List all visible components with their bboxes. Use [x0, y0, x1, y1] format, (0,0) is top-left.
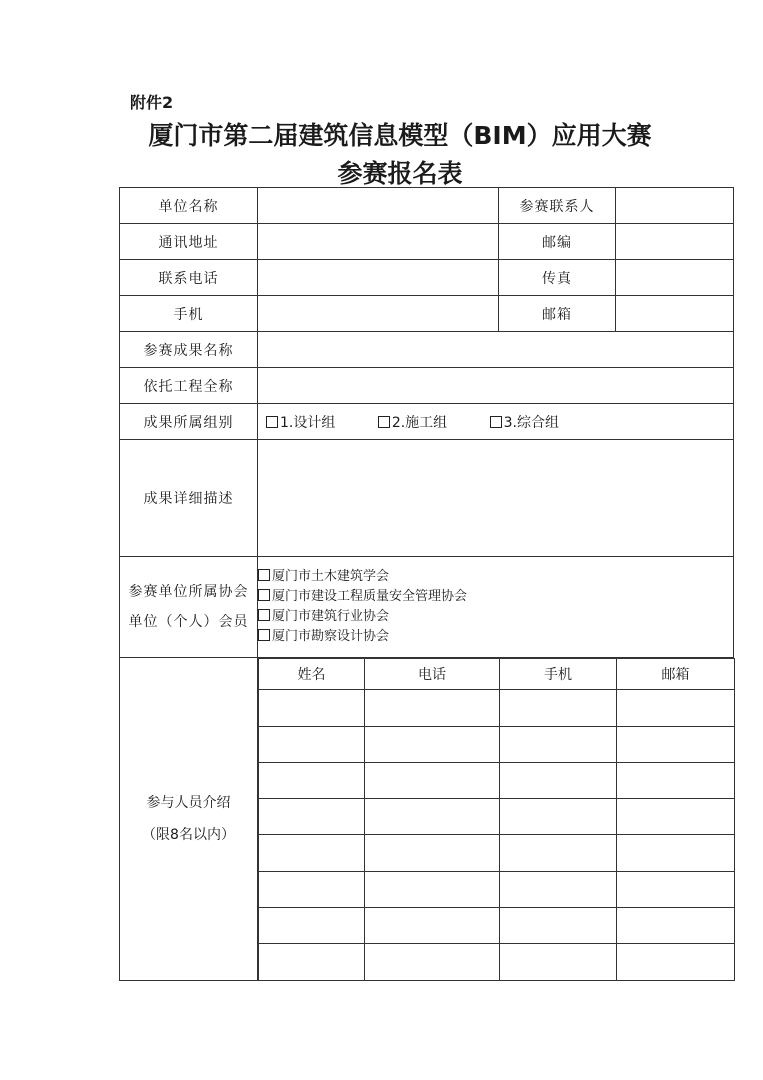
people-table-cell: [258, 658, 734, 981]
unit-name-field[interactable]: [258, 188, 499, 224]
col-phone-header: 电话: [365, 659, 500, 690]
checkbox-icon: [378, 416, 390, 428]
description-label: 成果详细描述: [120, 440, 258, 557]
checkbox-icon: [258, 629, 270, 641]
group-option-design[interactable]: 1.设计组: [266, 415, 335, 431]
people-header-row: [259, 659, 735, 690]
table-row: [259, 762, 735, 798]
table-row: [259, 690, 735, 726]
people-label: 参与人员介绍 （限8名以内）: [120, 658, 258, 981]
attachment-label: 附件2: [130, 93, 174, 112]
project-name-field[interactable]: [258, 368, 734, 404]
fax-label: 传真: [499, 260, 616, 296]
result-name-field[interactable]: [258, 332, 734, 368]
col-mobile-header: 手机: [500, 659, 617, 690]
contact-person-label: 参赛联系人: [499, 188, 616, 224]
group-label: 成果所属组别: [120, 404, 258, 440]
group-option-comprehensive[interactable]: 3.综合组: [490, 415, 559, 431]
people-table: [258, 658, 735, 981]
contact-person-field[interactable]: [616, 188, 734, 224]
phone-field[interactable]: [258, 260, 499, 296]
col-email-header: 邮箱: [617, 659, 735, 690]
checkbox-icon: [258, 589, 270, 601]
table-row: [259, 799, 735, 835]
fax-field[interactable]: [616, 260, 734, 296]
checkbox-icon: [258, 569, 270, 581]
col-name-header: 姓名: [259, 659, 365, 690]
mobile-field[interactable]: [258, 296, 499, 332]
association-options: [258, 557, 734, 658]
checkbox-icon: [266, 416, 278, 428]
mobile-label: 手机: [120, 296, 258, 332]
checkbox-icon: [490, 416, 502, 428]
page-title: 厦门市第二届建筑信息模型（BIM）应用大赛: [148, 121, 652, 150]
result-name-label: 参赛成果名称: [120, 332, 258, 368]
table-row: [259, 907, 735, 943]
email-field[interactable]: [616, 296, 734, 332]
postcode-field[interactable]: [616, 224, 734, 260]
table-row: [259, 944, 735, 980]
address-field[interactable]: [258, 224, 499, 260]
group-options: [258, 404, 734, 440]
association-option-4[interactable]: 厦门市勘察设计协会: [258, 627, 733, 647]
table-row: [259, 871, 735, 907]
group-option-construction[interactable]: 2.施工组: [378, 415, 447, 431]
email-label: 邮箱: [499, 296, 616, 332]
association-option-2[interactable]: 厦门市建设工程质量安全管理协会: [258, 587, 733, 607]
table-row: [259, 726, 735, 762]
association-option-1[interactable]: 厦门市土木建筑学会: [258, 567, 733, 587]
unit-name-label: 单位名称: [120, 188, 258, 224]
phone-label: 联系电话: [120, 260, 258, 296]
description-field[interactable]: [258, 440, 734, 557]
address-label: 通讯地址: [120, 224, 258, 260]
registration-form: [119, 187, 734, 981]
association-label: 参赛单位所属协会 单位（个人）会员: [120, 557, 258, 658]
postcode-label: 邮编: [499, 224, 616, 260]
checkbox-icon: [258, 609, 270, 621]
association-option-3[interactable]: 厦门市建筑行业协会: [258, 607, 733, 627]
page-subtitle: 参赛报名表: [337, 159, 463, 188]
table-row: [259, 835, 735, 871]
project-name-label: 依托工程全称: [120, 368, 258, 404]
